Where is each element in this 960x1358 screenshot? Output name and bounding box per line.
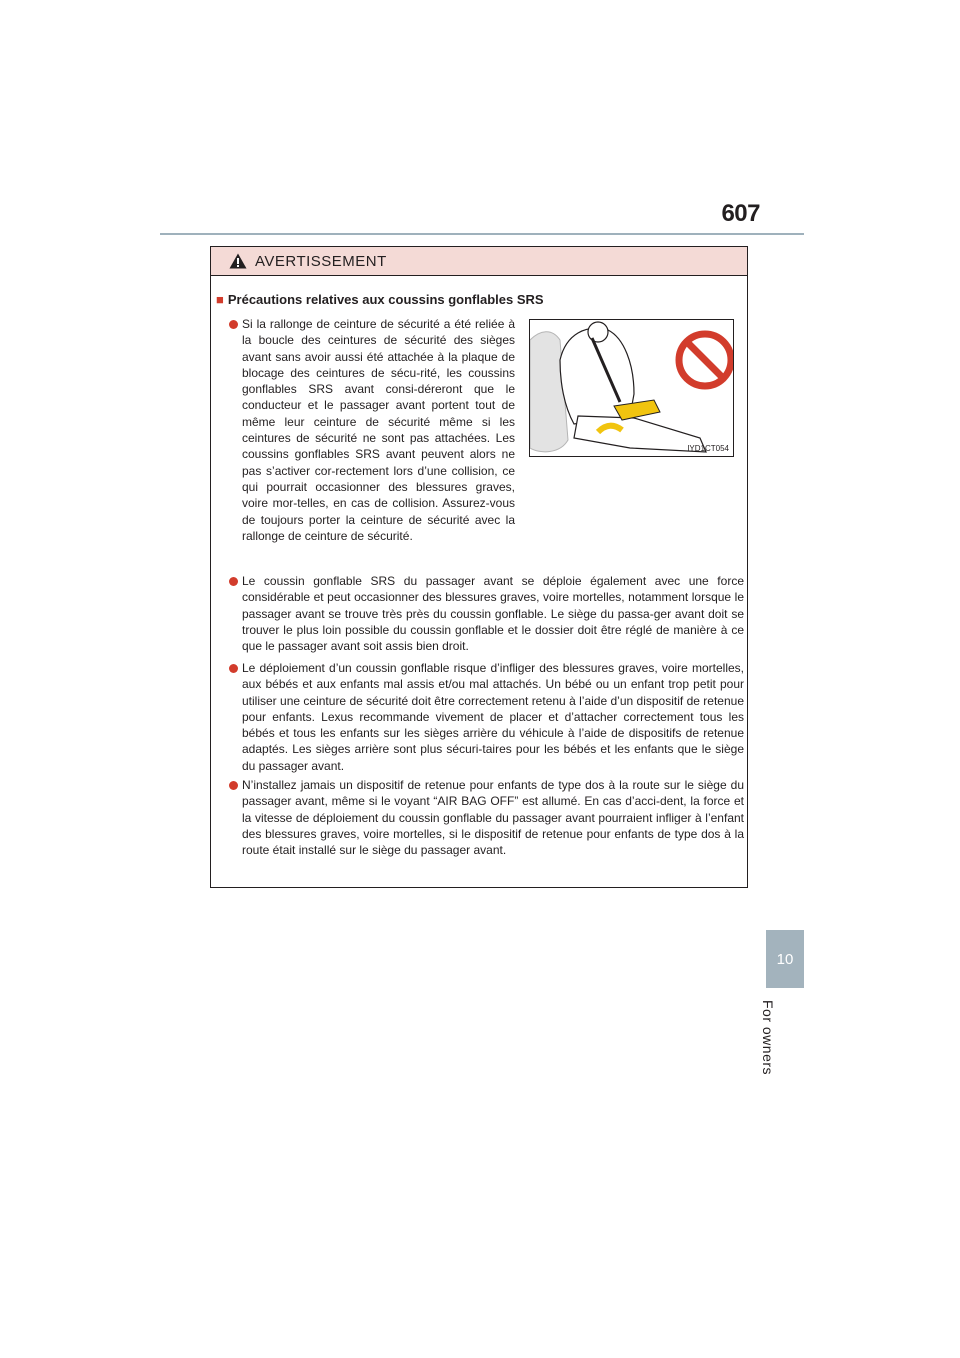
- warning-triangle-icon: [229, 253, 247, 269]
- bullet-dot-icon: [229, 664, 238, 673]
- bullet-text: Si la rallonge de ceinture de sécurité a été reliée à la boucle des ceintures de sécurité des sièges avant sans avoir aussi été attachée à la plaque de blocage des ceintures de sécu-rité, les coussins gonflables SRS avant consi-déreront que le conducteur et le passager avant portent tout de même leur ceinture de sécurité même si les ceintures de sécurité ne sont pas attachées. Les coussins gonflables SRS avant peuvent alors ne pas s’activer cor-rectement lors d’une collision, ce qui pourrait occasionner des blessures graves, voire mor-telles, en cas de collision. Assurez-vous de toujours porter la ceinture de sécurité avec la rallonge de ceinture de sécurité.: [242, 317, 515, 543]
- illustration-code: IYD1CT054: [687, 444, 729, 453]
- warning-bullet-2: [242, 573, 744, 654]
- bullet-dot-icon: [229, 577, 238, 586]
- warning-title: AVERTISSEMENT: [255, 252, 387, 270]
- header-divider: [160, 233, 804, 235]
- chapter-number: 10: [776, 950, 794, 968]
- section-title-text: Précautions relatives aux coussins gonflables SRS: [227, 292, 544, 307]
- bullet-text: Le coussin gonflable SRS du passager avant se déploie également avec une force considérable et peut occasionner des blessures graves, voire mortelles, notamment lorsque le passager avant se trouve très près du coussin gonflable. Le siège du passa-ger avant doit se trouver le plus loin possible du coussin gonflable et le dossier doit être réglé de manière à ce que le passager avant soit assis bien droit.: [242, 574, 744, 654]
- illustration-drawing: [530, 320, 734, 457]
- chapter-label: For owners: [760, 1000, 776, 1076]
- bullet-dot-icon: [229, 781, 238, 790]
- square-bullet-icon: ■: [216, 292, 224, 307]
- warning-bullet-1: [242, 316, 515, 544]
- chapter-tab: [766, 930, 804, 988]
- section-title: [216, 292, 544, 307]
- page-number: 607: [721, 200, 760, 227]
- warning-bullet-4: [242, 777, 744, 858]
- bullet-text: Le déploiement d’un coussin gonflable risque d’infliger des blessures graves, voire mortelles, aux bébés et aux enfants mal assis et/ou mal attachés. Un bébé ou un enfant trop petit pour utiliser une ceinture de sécurité doit être correctement retenu à l’aide d’un dispositif de retenue pour enfants. Lexus recommande vivement de placer et d’attacher correctement tous les bébés et tous les enfants sur les sièges arrière du véhicule à l’aide de dispositifs de retenue adaptés. Les sièges arrière sont plus sécuri-taires pour les bébés et les enfants que le siège du passager avant.: [242, 661, 744, 773]
- seatbelt-extender-illustration: [529, 319, 734, 457]
- warning-header: [211, 247, 747, 276]
- bullet-text: N’installez jamais un dispositif de retenue pour enfants de type dos à la route sur le siège du passager avant, même si le voyant “AIR BAG OFF” est allumé. En cas d’acci-dent, la force et la vitesse de déploiement du coussin gonflable du passager avant pourraient infliger à l’enfant des blessures graves, voire mortelles, si le dispositif de retenue pour enfants de type dos à la route était installé sur le siège du passager avant.: [242, 778, 744, 858]
- warning-bullet-3: [242, 660, 744, 774]
- warning-box: [210, 246, 748, 888]
- bullet-dot-icon: [229, 320, 238, 329]
